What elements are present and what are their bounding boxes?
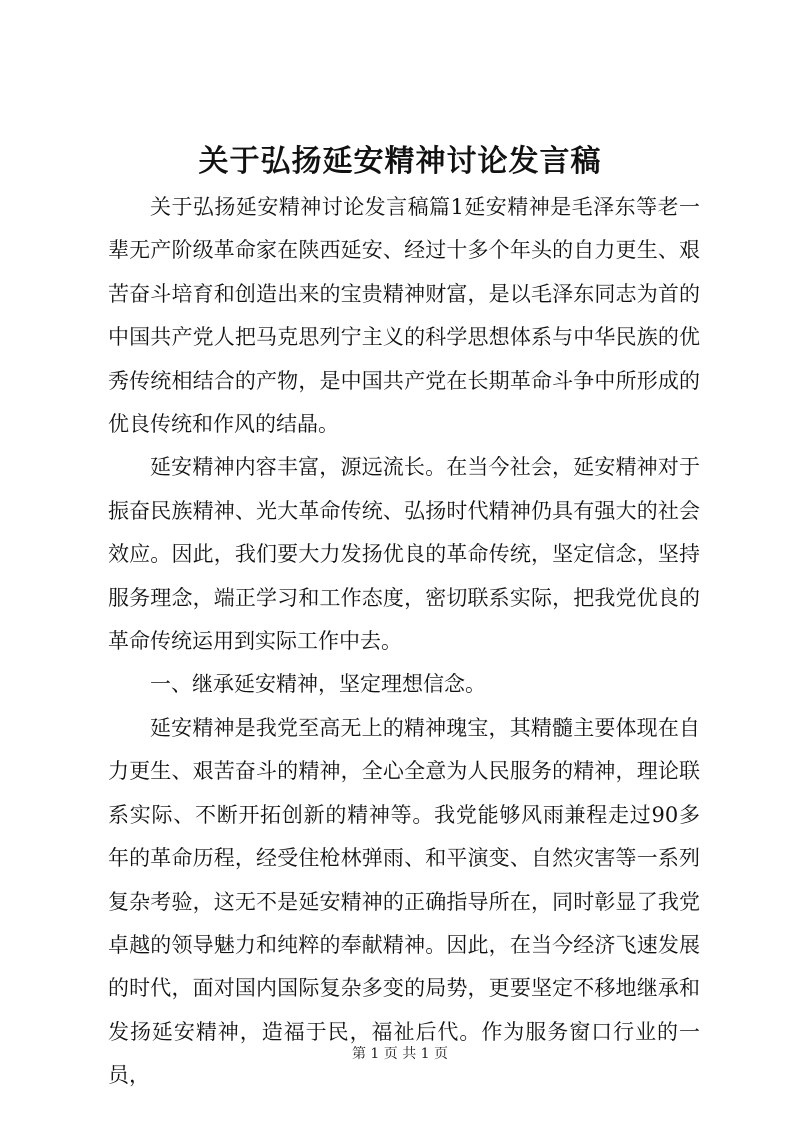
paragraph-1: 关于弘扬延安精神讨论发言稿篇1延安精神是毛泽东等老一辈无产阶级革命家在陕西延安、经过十多个年头的自力更生、艰苦奋斗培育和创造出来的宝贵精神财富，是以毛泽东同志为首的中国共产党人把马克思列宁主义的科学思想体系与中华民族的优秀传统相结合的产物，是中国共产党在长期革命斗争中所形成的优良传统和作风的结晶。 xyxy=(108,195,700,437)
page-number-footer: 第 1 页 共 1 页 xyxy=(351,1046,449,1062)
paragraph-3: 延安精神是我党至高无上的精神瑰宝，其精髓主要体现在自力更生、艰苦奋斗的精神，全心全意为人民服务的精神，理论联系实际、不断开拓创新的精神等。我党能够风雨兼程走过90多年的革命历程，经受住枪林弹雨、和平演变、自然灾害等一系列复杂考验，这无不是延安精神的正确指导所在，同时彰显了我党卓越的领导魅力和纯粹的奉献精神。因此，在当今经济飞速发展的时代，面对国内国际复杂多变的局势，更要坚定不移地继承和发扬延安精神，造福于民，福祉后代。作为服务窗口行业的一员， xyxy=(108,715,700,1088)
paragraph-2: 延安精神内容丰富，源远流长。在当今社会，延安精神对于振奋民族精神、光大革命传统、弘扬时代精神仍具有强大的社会效应。因此，我们要大力发扬优良的革命传统，坚定信念，坚持服务理念，端正学习和工作态度，密切联系实际，把我党优良的革命传统运用到实际工作中去。 xyxy=(108,455,700,654)
document-body xyxy=(108,186,700,1098)
section-heading-1: 一、继承延安精神，坚定理想信念。 xyxy=(150,672,486,697)
document-title: 关于弘扬延安精神讨论发言稿 xyxy=(198,144,602,179)
